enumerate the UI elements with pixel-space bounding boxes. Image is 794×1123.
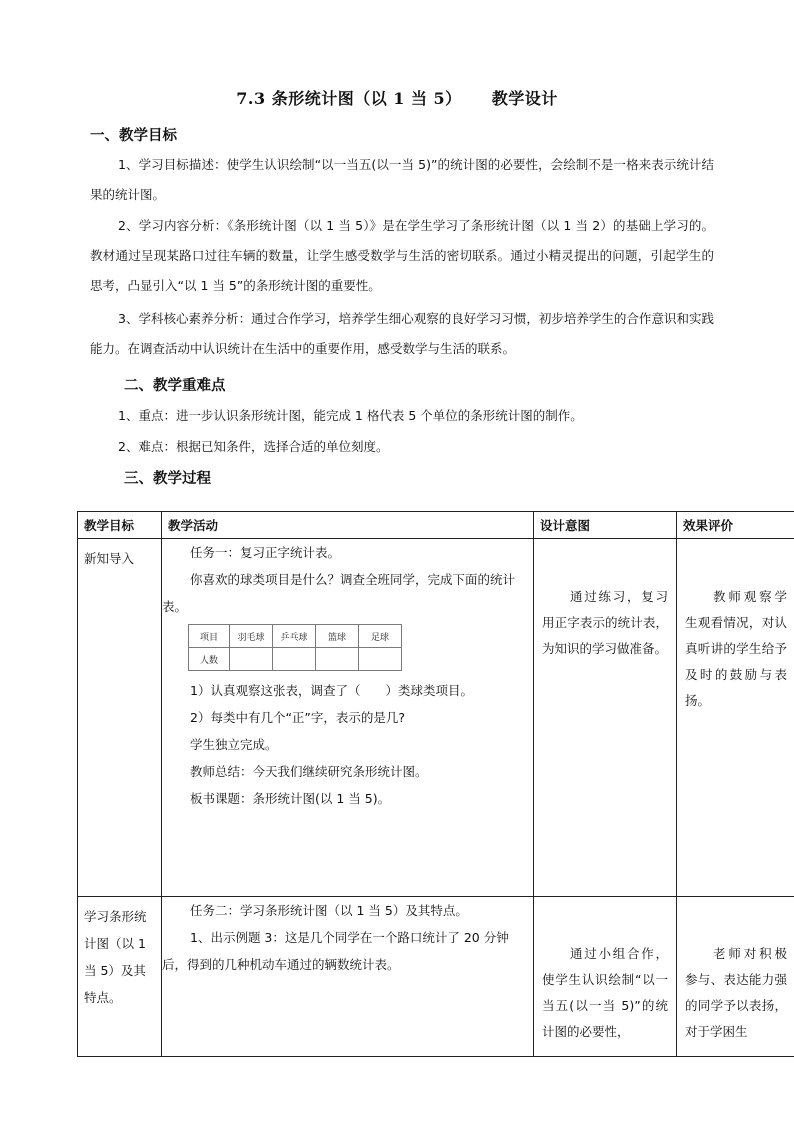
mini-header-cell: 羽毛球 (230, 625, 273, 648)
activity-line: 你喜欢的球类项目是什么？调查全班同学，完成下面的统计表。 (162, 572, 516, 614)
header-intent: 设计意图 (534, 512, 677, 539)
goal-paragraph-3: 3、学科核心素养分析：通过合作学习，培养学生细心观察的良好学习习惯，初步培养学生的合作意识和实践能力。在调查活动中认识统计在生活中的重要作用，感受数学与生活的联系。 (90, 311, 714, 356)
row1-goal: 新知导入 (78, 539, 162, 897)
header-goal: 教学目标 (78, 512, 162, 539)
header-eval: 效果评价 (677, 512, 794, 539)
activity-line: 1）认真观察这张表，调查了（ ）类球类项目。 (190, 683, 473, 698)
difficult-point: 2、难点：根据已知条件，选择合适的单位刻度。 (118, 439, 389, 454)
key-point: 1、重点：进一步认识条形统计图，能完成 1 格代表 5 个单位的条形统计图的制作。 (118, 408, 583, 423)
intent-text: 通过小组合作，使学生认识绘制“以一当五(以一当 5)”的统计图的必要性， (542, 946, 668, 1039)
mini-empty-cell (273, 648, 316, 671)
eval-text: 教师观察学生观看情况，对认真听讲的学生给予及时的鼓励与表扬。 (685, 589, 787, 708)
title-suffix: 教学设计 (491, 89, 558, 108)
activity-line: 1、出示例题 3：这是几个同学在一个路口统计了 20 分钟后，得到的几种机动车通过的辆数统计表。 (162, 930, 509, 972)
document-title (0, 86, 794, 109)
ball-survey-table (188, 624, 402, 671)
mini-header-cell: 项目 (189, 625, 230, 648)
activity-line: 任务一：复习正字统计表。 (190, 545, 341, 560)
row1-intent (534, 539, 677, 897)
mini-header-cell: 篮球 (316, 625, 359, 648)
mini-empty-cell (230, 648, 273, 671)
eval-text: 老师对积极参与、表达能力强的同学予以表扬，对于学困生 (685, 946, 787, 1039)
header-activity: 教学活动 (162, 512, 534, 539)
goal-paragraph-2: 2、学习内容分析：《条形统计图（以 1 当 5）》是在学生学习了条形统计图（以 1 当 2）的基础上学习的。教材通过呈现某路口过往车辆的数量，让学生感受数学与生活的密切联系。通过小精灵提出的问题，引起学生的思考，凸显引入“以 1 当 5”的条形统计图的重要性。 (90, 218, 714, 293)
row2-goal: 学习条形统计图（以 1 当 5）及其特点。 (78, 897, 162, 1057)
activity-line: 任务二：学习条形统计图（以 1 当 5）及其特点。 (190, 903, 468, 918)
activity-line: 2）每类中有几个“正”字，表示的是几? (190, 710, 406, 725)
mini-header-cell: 乒乓球 (273, 625, 316, 648)
row2-eval (677, 897, 794, 1057)
goal-paragraph-1: 1、学习目标描述：使学生认识绘制“以一当五(以一当 5)”的统计图的必要性，会绘制不是一格来表示统计结果的统计图。 (90, 157, 714, 202)
title-main: 7.3 条形统计图（以 1 当 5） (236, 89, 462, 108)
activity-line: 板书课题：条形统计图(以 1 当 5)。 (190, 791, 391, 806)
mini-row-label: 人数 (189, 648, 230, 671)
table-row (78, 897, 794, 1057)
mini-empty-cell (359, 648, 402, 671)
row1-eval (677, 539, 794, 897)
mini-header-cell: 足球 (359, 625, 402, 648)
row2-intent (534, 897, 677, 1057)
section-heading-process: 三、教学过程 (124, 470, 211, 487)
section-heading-goals: 一、教学目标 (90, 127, 177, 144)
activity-line: 学生独立完成。 (190, 737, 278, 752)
table-header-row (78, 512, 794, 539)
section-heading-key-points: 二、教学重难点 (124, 377, 226, 394)
table-row (78, 539, 794, 897)
intent-text: 通过练习，复习用正字表示的统计表，为知识的学习做准备。 (542, 589, 668, 656)
mini-empty-cell (316, 648, 359, 671)
row2-activities (162, 897, 534, 1057)
teaching-process-table (77, 511, 794, 1057)
activity-line: 教师总结：今天我们继续研究条形统计图。 (190, 764, 428, 779)
row1-activities (162, 539, 534, 897)
